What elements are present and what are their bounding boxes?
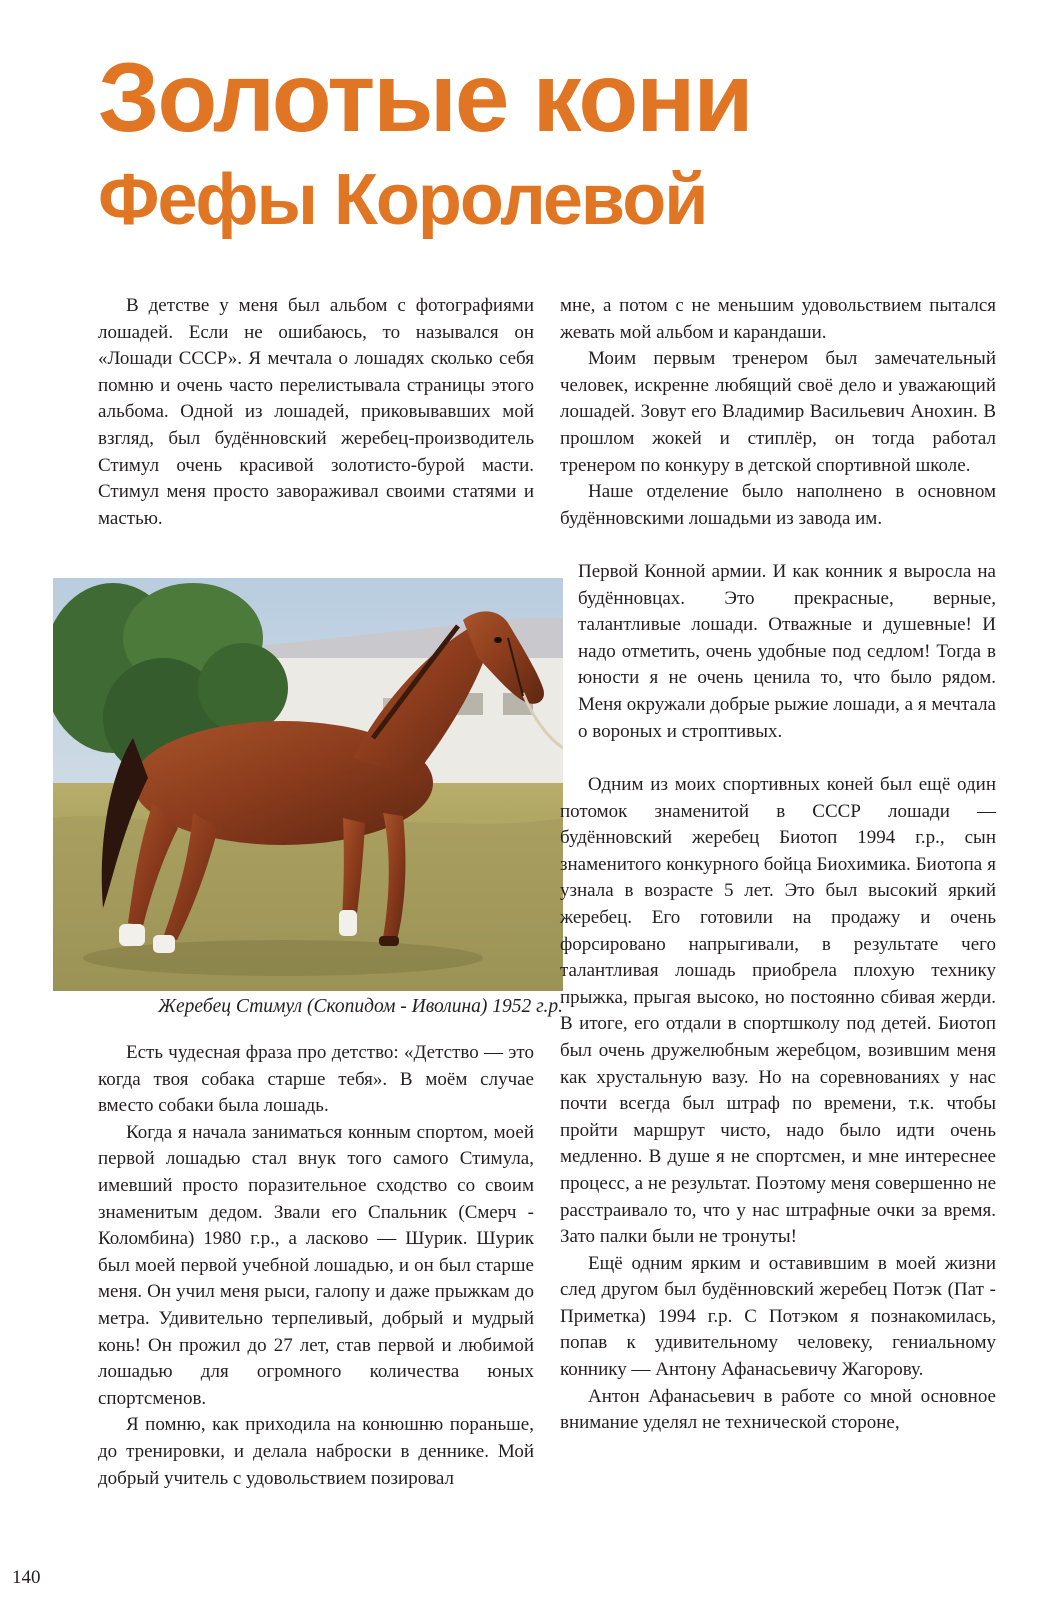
right-column-wrap — [578, 559, 996, 745]
left-column-top — [98, 293, 534, 532]
paragraph: Антон Афанасьевич в работе со мной основное внимание уделял не технической стороне, — [560, 1385, 996, 1434]
page-number: 140 — [12, 1567, 41, 1588]
paragraph-continued: Первой Конной армии. И как конник я выросла на будённовцах. Это прекрасные, верные, талантливые лошади. Отважные и душевные! И надо отметить, очень удобные под седлом! Тогда в юности я не очень ценила то, что было рядом. Меня окружали добрые рыжие лошади, а я мечтала о вороных и строптивых. — [578, 561, 996, 742]
right-column-top — [560, 293, 996, 532]
paragraph: Есть чудесная фраза про детство: «Детство — это когда твоя собака старше тебя». В моём случае вместо собаки была лошадь. — [98, 1042, 534, 1117]
paragraph: Моим первым тренером был замечательный человек, искренне любящий своё дело и уважающий лошадей. Зовут его Владимир Васильевич Анохин. В прошлом жокей и стиплёр, он тогда работал тренером по конкуру в детской спортивной школе. — [560, 348, 996, 476]
paragraph: В детстве у меня был альбом с фотографиями лошадей. Если не ошибаюсь, то назывался он «Лошади СССР». Я мечтала о лошадях сколько себя помню и очень часто перелистывала страницы этого альбома. Одной из лошадей, приковывавших мой взгляд, был будённовский жеребец-производитель Стимул очень красивой золотисто-бурой масти. Стимул меня просто завораживал своими статями и мастью. — [98, 295, 534, 529]
paragraph: Наше отделение было наполнено в основном будённовскими лошадьми из завода им. — [560, 481, 996, 529]
paragraph: Ещё одним ярким и оставившим в моей жизни след другом был будённовский жеребец Потэк (Пат - Приметка) 1994 г.р. С Потэком я познакомилась, попав к удивительному человеку, гениальному коннику — Антону Афанасьевичу Жагорову. — [560, 1252, 996, 1381]
horse-photo — [53, 578, 563, 991]
paragraph: Когда я начала заниматься конным спортом, моей первой лошадью стал внук того самого Стимула, имевший просто поразительное сходство со своим знаменитым дедом. Звали его Спальник (Смерч - Коломбина) 1980 г.р., а ласково — Шурик. Шурик был моей первой учебной лошадью, и он был старше меня. Он учил меня рыси, галопу и даже прыжкам до метра. Удивительно терпеливый, добрый и мудрый конь! Он прожил до 27 лет, став первой и любимой лошадью для огромного количества юных спортсменов. — [98, 1121, 534, 1409]
paragraph-continued: мне, а потом с не меньшим удовольствием пытался жевать мой альбом и карандаши. — [560, 295, 996, 343]
title-line-1: Золотые кони — [98, 42, 752, 152]
paragraph: Я помню, как приходила на конюшню пораньше, до тренировки, и делала наброски в деннике. Мой добрый учитель с удовольствием позировал — [98, 1414, 534, 1489]
paragraph: Одним из моих спортивных коней был ещё один потомок знаменитой в СССР лошади — будённовский жеребец Биотоп 1994 г.р., сын знаменитого конкурного бойца Биохимика. Биотопа я узнала в возрасте 5 лет. Это был высокий яркий жеребец. Его готовили на продажу и очень форсировано напрыгивали, в результате чего талантливая лошадь приобрела плохую технику прыжка, прыгая высоко, но постоянно сбивая жерди. В итоге, его отдали в спортшколу под детей. Биотоп был очень дружелюбным жеребцом, возившим меня как хрустальную вазу. Но на соревнованиях у нас почти всегда был штраф по времени, т.к. чтобы пройти маршрут чисто, надо было идти очень медленно. В душе я не спортсмен, и мне интереснее процесс, а не результат. Поэтому меня совершенно не расстраивало то, что у нас штрафные очки за время. Зато палки были не тронуты! — [560, 774, 996, 1248]
right-column-bottom — [560, 772, 996, 1437]
title-line-2: Фефы Королевой — [98, 160, 707, 240]
photo-caption: Жеребец Стимул (Скопидом - Иволина) 1952 г.р. — [158, 996, 563, 1017]
left-column-bottom — [98, 1040, 534, 1492]
